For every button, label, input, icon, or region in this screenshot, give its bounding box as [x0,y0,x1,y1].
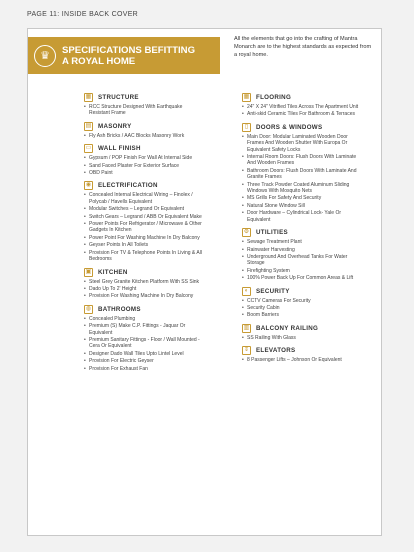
spec-item: • SS Railing With Glass [242,335,362,341]
spec-item: • Provision For TV & Telephone Points In Living & All Bedrooms [84,250,204,263]
spec-section [84,181,204,262]
section-header [84,181,204,190]
spec-sheet [27,28,382,536]
spec-item: • Gypsum / POP Finish For Wall At Internal Side [84,155,204,161]
title-banner [28,37,220,74]
crown-icon: ♛ [34,45,56,67]
building-icon: ▦ [85,94,92,100]
spec-list [84,104,204,117]
spec-item: • Switch Gears – Legrand / ABB Or Equivalent Make [84,214,204,220]
spec-list [84,316,204,372]
elevator-icon: ⇕ [243,347,250,354]
section-header [84,93,204,102]
spec-list [84,155,204,176]
section-title: UTILITIES [256,229,288,237]
spec-item: • Natural Stone Window Sill [242,203,362,209]
spec-list [84,279,204,300]
section-title: FLOORING [256,94,292,101]
section-header [242,346,362,355]
section-header [242,228,362,237]
section-title: KITCHEN [98,268,128,276]
spec-list [242,335,362,341]
spec-item: • Fly Ash Bricks / AAC Blocks Masonry Work [84,133,204,139]
section-title: BATHROOMS [98,305,141,313]
spec-item: • 100% Power Back Up For Common Areas & Lift [242,275,362,281]
spec-item: • Anti-skid Ceramic Tiles For Bathroom & Terraces [242,111,362,117]
spec-section [84,305,204,372]
spec-item: • Sand Faced Plaster For Exterior Surface [84,163,204,169]
door-icon: ▯ [242,123,251,132]
section-title: ELEVATORS [256,347,296,355]
spec-item: • Three Track Powder Coated Aluminum Sliding Windows With Mosquito Nets [242,182,362,195]
section-header [242,93,362,102]
bulb-icon: ◉ [85,182,92,189]
spec-item: • Provision For Exhaust Fan [84,366,204,372]
spec-item: • MS Grills For Safety And Security [242,195,362,201]
spec-list [242,298,362,319]
spec-item: • Concealed Plumbing [84,316,204,322]
section-header [242,324,362,333]
section-title: BALCONY RAILING [256,324,319,332]
right-column [242,93,362,369]
spec-item: • Bathroom Doors: Flush Doors With Laminate And Granite Frames [242,168,362,181]
shower-icon: ◍ [85,305,92,312]
left-column [84,93,204,377]
section-title: DOORS & WINDOWS [256,123,323,131]
spec-list [84,133,204,139]
spec-section [84,93,204,117]
intro-text: All the elements that go into the crafting of Mantra Monarch are to the highest standards as expected from a royal home. [234,36,372,58]
spec-section [84,268,204,300]
section-title: SECURITY [256,287,290,295]
spec-section [242,123,362,223]
spec-item: • CCTV Cameras For Security [242,298,362,304]
section-title: WALL FINISH [98,145,141,153]
spec-section [242,346,362,363]
spec-item: • Concealed Internal Electrical Wiring – Finolex / Polycab / Havells Equivalent [84,192,204,205]
spec-item: • Premium Sanitary Fittings - Floor / Wall Mounted - Cera Or Equivalent [84,337,204,350]
spec-section [242,287,362,319]
spec-item: • Sewage Treatment Plant [242,239,362,245]
spec-item: • Security Cabin [242,305,362,311]
spec-section [84,144,204,176]
paint-roller-icon: ▭ [85,145,92,152]
spec-list [242,239,362,281]
spec-item: • Modular Switches – Legrand Or Equivalent [84,206,204,212]
spec-section [242,93,362,118]
kitchen-icon: ▣ [85,268,92,275]
spec-item: • Rainwater Harvesting [242,247,362,253]
spec-section [84,122,204,139]
spec-item: • Main Door: Modular Laminated Wooden Door Frames And Wooden Shutter With Europa Or Equivalent Safety Locks [242,134,362,153]
bricks-icon: ▤ [85,122,92,129]
spec-list [242,104,362,118]
section-title: STRUCTURE [98,94,139,101]
section-header [242,123,362,132]
section-header [242,287,362,296]
railing-icon: ▥ [243,324,250,331]
spec-item: • Internal Room Doors: Flush Doors With Laminate And Wooden Frames [242,154,362,167]
spec-item: • Underground And Overhead Tanks For Water Storage [242,254,362,267]
tiles-icon: ▦ [243,94,250,100]
spec-list [84,192,204,262]
spec-list [242,357,362,363]
spec-item: • Boom Barriers [242,312,362,318]
section-header [84,122,204,131]
spec-item: • Geyser Points In All Toilets [84,242,204,248]
spec-item: • Premium (S) Make C.P. Fittings - Jaquar Or Equivalent [84,323,204,336]
section-title: MASONRY [98,122,132,130]
spec-item: • Dado Up To 2' Height [84,286,204,292]
section-title: ELECTRIFICATION [98,182,158,190]
section-header [84,305,204,314]
spec-item: • Power Point For Washing Machine In Dry Balcony [84,235,204,241]
banner-title-line1: SPECIFICATIONS BEFITTING [62,44,196,56]
spec-item: • Power Points For Refrigerator / Microwave & Other Gadgets In Kitchen [84,221,204,234]
section-header [84,268,204,277]
spec-item: • Firefighting System [242,268,362,274]
page-label: PAGE 11: INSIDE BACK COVER [27,11,139,18]
spec-item: • Provision For Washing Machine In Dry Balcony [84,293,204,299]
utilities-icon: ⚙ [243,229,250,236]
spec-section [242,324,362,341]
spec-list [242,134,362,223]
section-header [84,144,204,153]
spec-item: • RCC Structure Designed With Earthquake Resistant Frame [84,104,204,117]
spec-item: • Designer Dado Wall Tiles Upto Lintel Level [84,351,204,357]
spec-item: • 8 Passenger Lifts – Johnson Or Equivalent [242,357,362,363]
spec-item: • Steel Grey Granite Kitchen Platform With SS Sink [84,279,204,285]
spec-item: • Door Hardware – Cylindrical Lock- Yale Or Equivalent [242,210,362,223]
spec-item: • Provision For Electric Geyser [84,358,204,364]
spec-item: • 24" X 24" Vitrified Tiles Across The Apartment Unit [242,104,362,110]
cctv-icon: ◐ [242,287,251,296]
banner-title-line2: A ROYAL HOME [62,55,136,67]
spec-section [242,228,362,281]
spec-item: • OBD Paint [84,170,204,176]
banner-title [62,45,195,67]
